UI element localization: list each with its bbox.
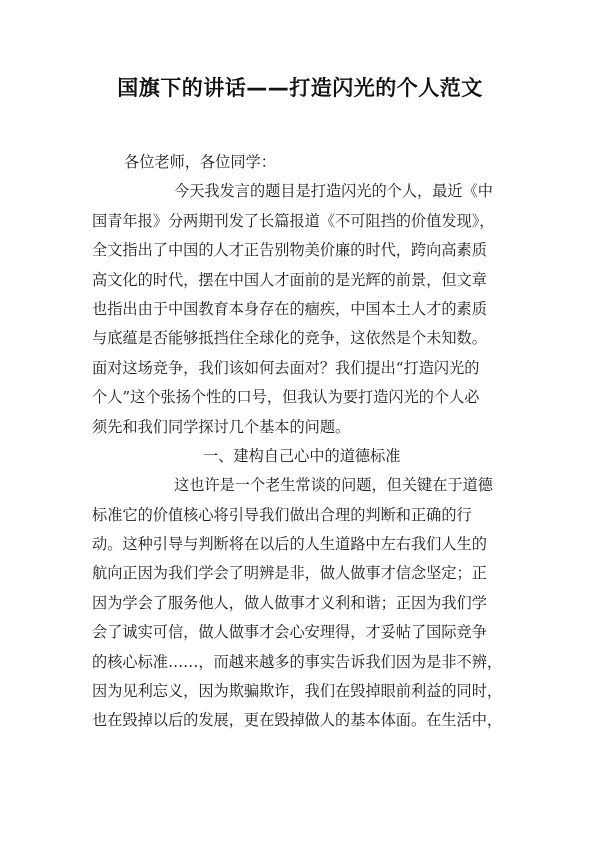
paragraph-line: 航向正因为我们学会了明辨是非，做人做事才信念坚定；正 xyxy=(92,564,487,583)
paragraph-line: 因为见利忘义，因为欺骗欺诈，我们在毁掉眼前利益的同时， xyxy=(92,682,503,701)
document-title: 国旗下的讲话——打造闪光的个人范文 xyxy=(117,76,483,100)
paragraph-line: 高文化的时代，摆在中国人才面前的是光辉的前景，但文章 xyxy=(92,270,487,289)
paragraph-line: 也指出由于中国教育本身存在的痼疾，中国本土人才的素质 xyxy=(92,299,487,318)
paragraph-line: 全文指出了中国的人才正告别物美价廉的时代，跨向高素质 xyxy=(92,241,487,260)
paragraph-line: 动。这种引导与判断将在以后的人生道路中左右我们人生的 xyxy=(92,535,487,554)
paragraph-line: 国青年报》分两期刊发了长篇报道《不可阻挡的价值发现》， xyxy=(92,211,495,230)
paragraph-line: 面对这场竞争，我们该如何去面对？我们提出“打造闪光的 xyxy=(92,358,480,377)
paragraph-line: 也在毁掉以后的发展，更在毁掉做人的基本体面。在生活中， xyxy=(92,711,503,730)
paragraph-line: 须先和我们同学探讨几个基本的问题。 xyxy=(92,417,351,436)
paragraph-line: 今天我发言的题目是打造闪光的个人，最近《中 xyxy=(174,182,493,201)
paragraph-line: 这也许是一个老生常谈的问题，但关键在于道德 xyxy=(174,476,493,495)
paragraph-line: 标准它的价值核心将引导我们做出合理的判断和正确的行 xyxy=(92,505,472,524)
paragraph-line: 个人”这个张扬个性的口号，但我认为要打造闪光的个人必 xyxy=(92,388,480,407)
document-body xyxy=(92,148,522,736)
paragraph-line: 会了诚实可信，做人做事才会心安理得，才妥帖了国际竞争 xyxy=(92,623,487,642)
paragraph-line: 的核心标准……，而越来越多的事实告诉我们因为是非不辨， xyxy=(92,652,503,671)
paragraph-line: 因为学会了服务他人，做人做事才义利和谐；正因为我们学 xyxy=(92,593,487,612)
salutation: 各位老师，各位同学： xyxy=(124,153,276,171)
paragraph-line: 与底蕴是否能够抵挡住全球化的竞争，这依然是个未知数。 xyxy=(92,329,487,348)
section-heading: 一、建构自己心中的道德标准 xyxy=(203,446,401,465)
